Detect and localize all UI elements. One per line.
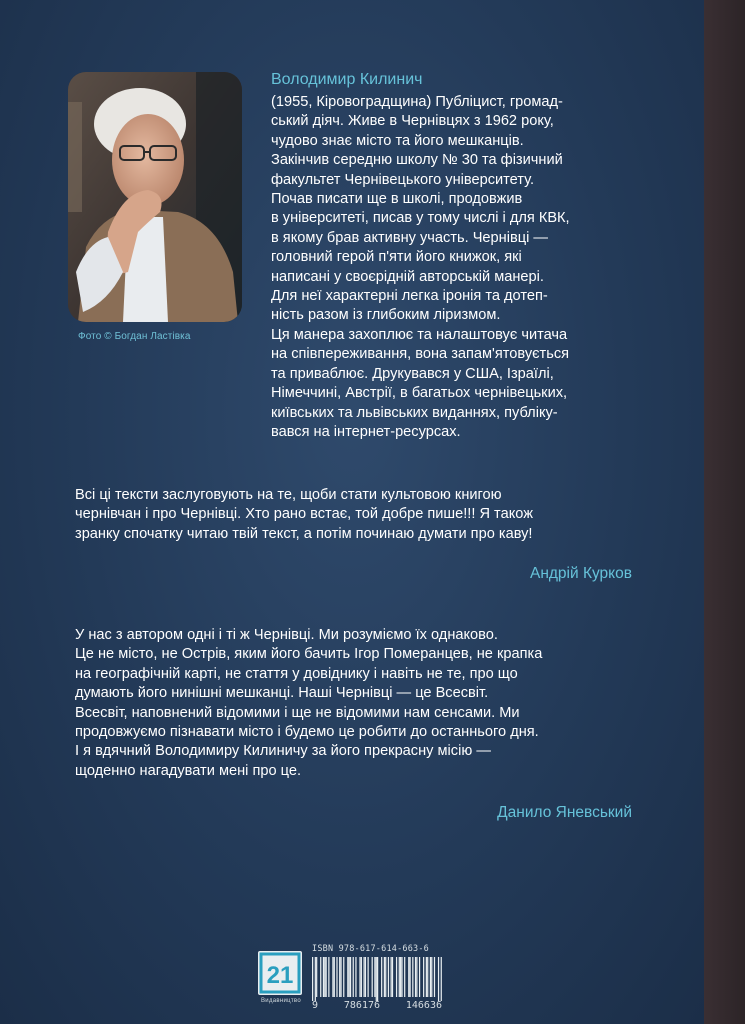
barcode-bar xyxy=(328,957,329,997)
barcode-bar xyxy=(392,957,393,997)
barcode-bar xyxy=(316,957,317,997)
text-line: Почав писати ще в школі, продовжив xyxy=(271,191,523,208)
text-line: факультет Чернівецького університету. xyxy=(271,171,535,188)
text-line: (1955, Кіровоградщина) Публіцист, громад- xyxy=(271,94,563,110)
barcode-bar xyxy=(401,957,402,997)
text-line: думають його нинішні мешканці. Наші Чернівці — це Всесвіт. xyxy=(75,685,489,702)
barcode-bar xyxy=(426,957,427,997)
barcode-bar xyxy=(410,957,411,997)
barcode-digits xyxy=(312,1000,442,1011)
author-name: Володимир Килинич xyxy=(271,71,423,88)
text-line: в якому брав активну участь. Чернівці — xyxy=(271,229,548,246)
author-bio xyxy=(271,93,671,442)
text-line: київських та львівських виданнях, публіку- xyxy=(271,404,558,421)
text-line: І я вдячний Володимиру Килиничу за його прекрасну місію — xyxy=(75,743,491,760)
text-line: головний герой п'яти його книжок, які xyxy=(271,249,522,266)
barcode-bar xyxy=(340,957,341,997)
barcode-bar xyxy=(427,957,428,997)
barcode-bar xyxy=(326,957,327,997)
barcode-bar xyxy=(441,957,442,1001)
photo-caption: Фото © Богдан Ластівка xyxy=(78,331,191,342)
barcode-bar xyxy=(361,957,362,997)
barcode-bar xyxy=(423,957,424,997)
publisher-logo-caption: Видавництво xyxy=(261,998,301,1004)
barcode-bar xyxy=(384,957,385,997)
text-line: зранку спочатку читаю твій текст, а потім починаю думати про каву! xyxy=(75,525,533,542)
barcode-bar xyxy=(419,957,420,997)
publisher-logo-text: 21 xyxy=(266,962,294,989)
barcode-bar xyxy=(415,957,416,997)
text-line: У нас з автором одні і ті ж Чернівці. Ми розуміємо їх однаково. xyxy=(75,627,498,643)
text-line: щоденно нагадувати мені про це. xyxy=(75,762,302,779)
barcode-bar xyxy=(372,957,373,997)
barcode-bar xyxy=(408,957,409,997)
barcode-bar xyxy=(368,957,369,997)
isbn-label: ISBN 978-617-614-663-6 xyxy=(312,944,429,954)
barcode-bar xyxy=(404,957,405,997)
barcode-bar xyxy=(385,957,386,997)
barcode-bar xyxy=(320,957,321,997)
text-line: вався на інтернет-ресурсах. xyxy=(271,423,461,440)
barcode-bar xyxy=(374,957,375,997)
quote-yanevsky xyxy=(75,626,655,781)
barcode-digit-first: 9 xyxy=(312,1000,319,1011)
text-line: Всесвіт, наповнений відомими і ще не відомими нам сенсами. Ми xyxy=(75,704,520,721)
text-line: написані у своєрідній авторській манері. xyxy=(271,268,544,285)
text-line: Для неї характерні легка іронія та дотеп- xyxy=(271,288,548,305)
barcode-bar xyxy=(416,957,417,997)
barcode-bar xyxy=(343,957,344,997)
barcode-bar xyxy=(324,957,325,997)
barcode-bar xyxy=(377,957,378,1001)
text-line: в університеті, писав у тому числі і для КВК, xyxy=(271,210,570,227)
barcode-bar xyxy=(396,957,397,997)
barcode-bar xyxy=(315,957,316,1001)
barcode-bar xyxy=(355,957,356,997)
text-line: на співпереживання, вона запам'ятовується xyxy=(271,346,570,363)
text-line: та приваблює. Друкувався у США, Ізраїлі, xyxy=(271,365,554,382)
barcode-bar xyxy=(381,957,382,997)
text-line: продовжуємо пізнавати місто і будемо це робити до останнього дня. xyxy=(75,724,539,741)
text-line: Всі ці тексти заслуговують на те, щоби стати культовою книгою xyxy=(75,487,502,503)
author-photo xyxy=(68,72,242,322)
barcode-bar xyxy=(438,957,439,1001)
barcode-bar xyxy=(388,957,389,997)
barcode-bar xyxy=(323,957,324,997)
barcode-bar xyxy=(359,957,360,997)
barcode-bar xyxy=(312,957,313,1001)
barcode-bar xyxy=(431,957,432,997)
quote-kurkov xyxy=(75,486,655,544)
barcode-bar xyxy=(332,957,333,997)
publisher-logo xyxy=(258,951,302,995)
text-line: Ця манера захоплює та налаштовує читача xyxy=(271,326,568,343)
book-spine-edge xyxy=(704,0,745,1024)
barcode-bar xyxy=(334,957,335,997)
text-line: ність разом із глибоким ліризмом. xyxy=(271,307,501,324)
text-line: чернівчан і про Чернівці. Хто рано встає, той добре пише!!! Я також xyxy=(75,506,533,523)
barcode-bar xyxy=(430,957,431,997)
barcode-bar xyxy=(353,957,354,997)
barcode-bar xyxy=(399,957,400,997)
barcode-bar xyxy=(336,957,337,997)
barcode-bar xyxy=(350,957,351,997)
text-line: на географічній карті, не стаття у довіднику і навіть не те, про що xyxy=(75,665,518,682)
barcode-digit-group2: 146636 xyxy=(405,1000,442,1011)
barcode-bar xyxy=(365,957,366,997)
barcode-bar xyxy=(376,957,377,1001)
barcode-bar xyxy=(391,957,392,997)
barcode-bar xyxy=(339,957,340,997)
barcode-bar xyxy=(400,957,401,997)
text-line: Це не місто, не Острів, яким його бачить Ігор Померанцев, не крапка xyxy=(75,646,543,663)
barcode-bar xyxy=(412,957,413,997)
barcode-bar xyxy=(347,957,348,997)
isbn-barcode xyxy=(312,957,442,1001)
text-line: Німеччині, Австрії, в багатьох чернівецьких, xyxy=(271,385,568,402)
barcode-bar xyxy=(363,957,364,997)
signature-yanevsky: Данило Яневський xyxy=(497,804,632,821)
text-line: ський діяч. Живе в Чернівцях з 1962 року, xyxy=(271,113,554,130)
signature-kurkov: Андрій Курков xyxy=(529,565,632,582)
barcode-digit-group1: 786176 xyxy=(343,1000,381,1011)
barcode-bar xyxy=(349,957,350,997)
text-line: чудово знає місто та його мешканців. xyxy=(271,132,524,149)
barcode-bar xyxy=(434,957,435,997)
text-line: Закінчив середню школу № 30 та фізичний xyxy=(271,152,563,169)
